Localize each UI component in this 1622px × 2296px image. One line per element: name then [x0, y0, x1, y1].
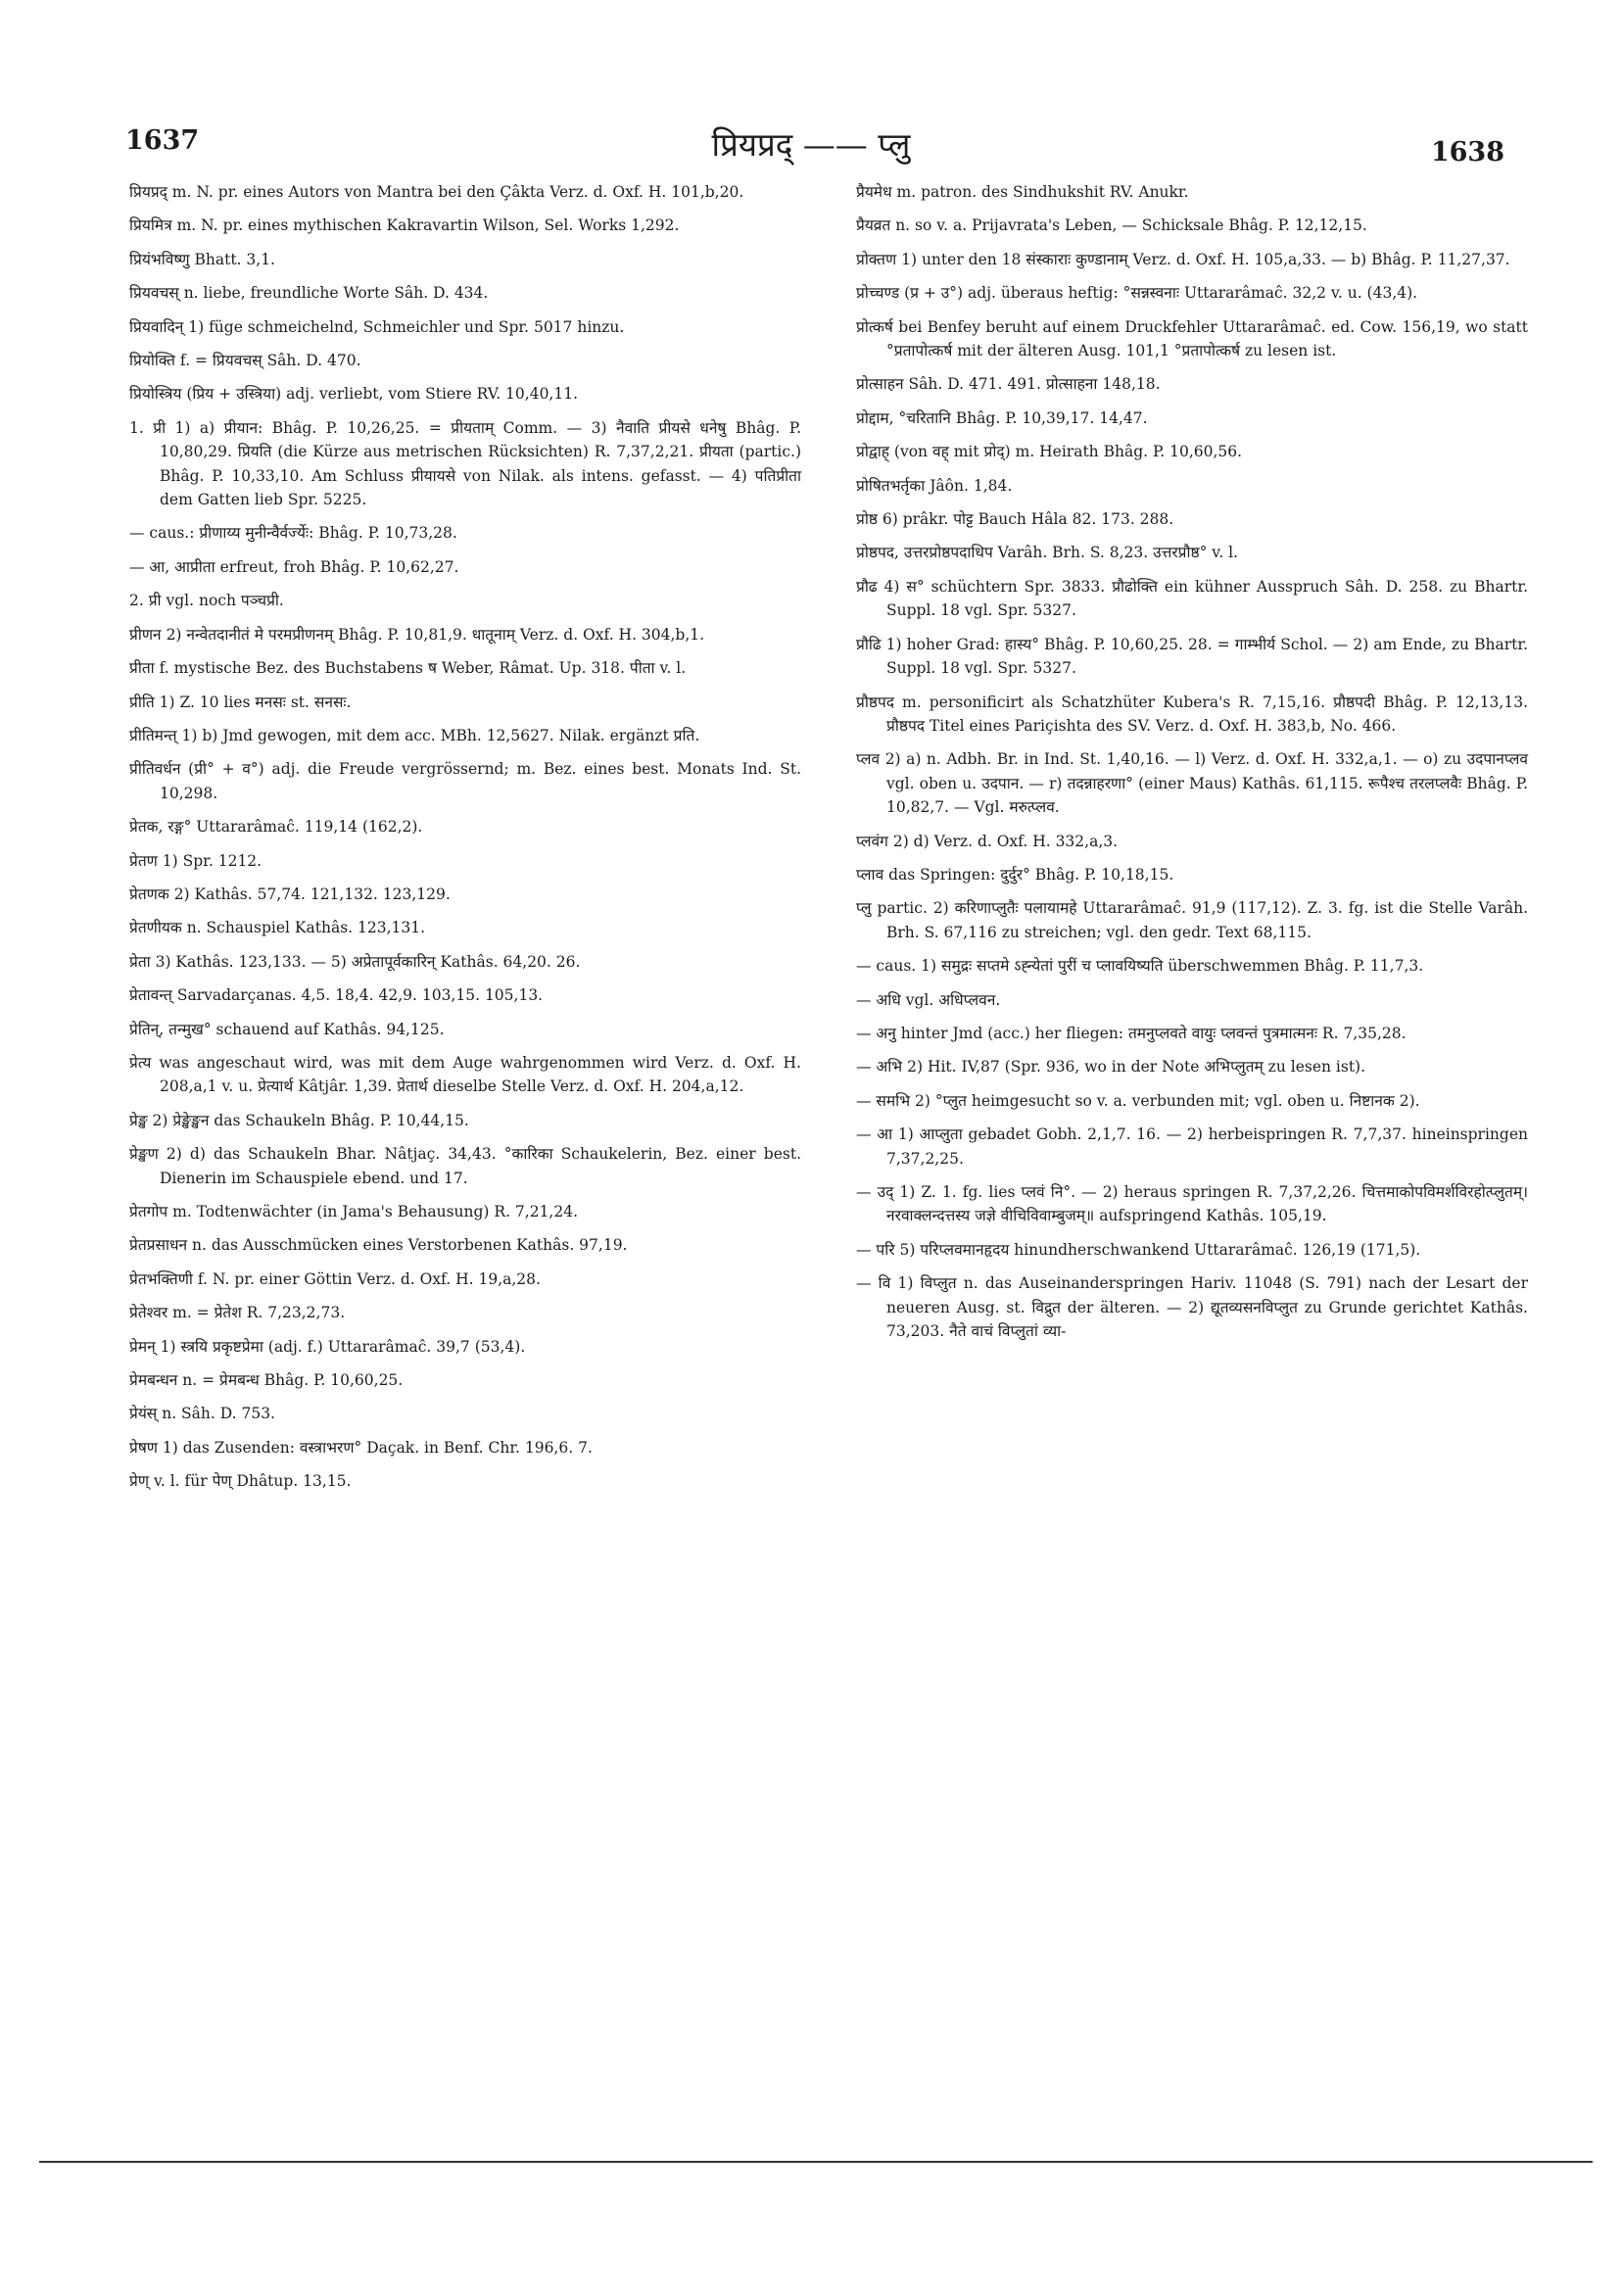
dictionary-entry: प्रेतक, रङ्ग° Uttararâmaĉ. 119,14 (162,2).: [129, 818, 423, 837]
dictionary-entry: प्रेतभक्तिणी f. N. pr. einer Göttin Verz. d. Oxf. H. 19,a,28.: [129, 1269, 541, 1288]
dictionary-entry: प्रेतणीयक n. Schauspiel Kathâs. 123,131.: [129, 919, 426, 937]
dictionary-entry: — अभि 2) Hit. IV,87 (Spr. 936, wo in der Note अभिप्लुतम् zu lesen ist).: [856, 1058, 1366, 1076]
left-column: [129, 180, 801, 1504]
dictionary-entry: प्रेता 3) Kathâs. 123,133. — 5) अप्रेतापूर्वकारिन् Kathâs. 64,20. 26.: [129, 952, 581, 971]
dictionary-entry: प्रेङ्खण 2) d) das Schaukeln Bhar. Nâtjaç. 34,43. °कारिका Schaukelerin, Bez. einer best. Dienerin im Schauspiele ebend. und 17.: [129, 1145, 801, 1187]
dictionary-entry: — उद् 1) Z. 1. fg. lies प्लवं नि°. — 2) heraus springen R. 7,37,2,26. चित्तमाकोपविमर्शविरहोत्प्लुतम्। नरवाक्लन्दत्तस्य जज्ञे वीचिविवाम्बुजम्॥ aufspringend Kathâs. 105,19.: [856, 1183, 1528, 1225]
dictionary-entry: प्रेतणक 2) Kathâs. 57,74. 121,132. 123,129.: [129, 885, 451, 903]
dictionary-entry: — अधि vgl. अधिप्लवन.: [856, 990, 1001, 1009]
dictionary-entry: प्रोच्चण्ड (प्र + उ°) adj. überaus heftig: °सन्नस्वनाः Uttararâmaĉ. 32,2 v. u. (43,4).: [856, 284, 1418, 303]
dictionary-entry: प्रियमित्र m. N. pr. eines mythischen Kakravartin Wilson, Sel. Works 1,292.: [129, 216, 680, 235]
dictionary-entry: प्रेषण 1) das Zusenden: वस्त्राभरण° Daçak. in Benf. Chr. 196,6. 7.: [129, 1438, 593, 1457]
dictionary-entry: प्रेतिन्, तन्मुख° schauend auf Kathâs. 94,125.: [129, 1020, 445, 1038]
dictionary-entry: प्रेमन् 1) स्त्रयि प्रकृष्टप्रेमा (adj. f.) Uttararâmaĉ. 39,7 (53,4).: [129, 1337, 526, 1356]
dictionary-entry: प्रियप्रद् m. N. pr. eines Autors von Mantra bei den Çâkta Verz. d. Oxf. H. 101,b,20.: [129, 183, 744, 201]
dictionary-entry: प्रैयव्रत n. so v. a. Prijavrata's Leben, — Schicksale Bhâg. P. 12,12,15.: [856, 216, 1367, 235]
dictionary-entry: प्रोत्साहन Sâh. D. 471. 491. प्रोत्साहना 148,18.: [856, 375, 1161, 394]
dictionary-entry: प्लवंग 2) d) Verz. d. Oxf. H. 332,a,3.: [856, 832, 1119, 850]
dictionary-entry: प्रेङ्ख 2) प्रेङ्खेङ्खन das Schaukeln Bhâg. P. 10,44,15.: [129, 1111, 469, 1129]
dictionary-entry: प्रेण् v. l. für पेण् Dhâtup. 13,15.: [129, 1472, 352, 1491]
dictionary-entry: प्रीति 1) Z. 10 lies मनसः st. सनसः.: [129, 693, 352, 711]
dictionary-entry: प्रियोस्त्रिय (प्रिय + उस्त्रिया) adj. verliebt, vom Stiere RV. 10,40,11.: [129, 385, 579, 404]
dictionary-entry: प्लाव das Springen: दुर्दुर° Bhâg. P. 10,18,15.: [856, 865, 1174, 884]
dictionary-entry: — caus.: प्रीणाय्य मुनीन्वैर्वर्ज्येः: Bhâg. P. 10,73,28.: [129, 524, 457, 543]
dictionary-entry: प्रौष्ठपद m. personificirt als Schatzhüter Kubera's R. 7,15,16. प्रौष्ठपदी Bhâg. P. 12,13,13. प्रौष्ठपद Titel eines Pariçishta des SV. Verz. d. Oxf. H. 383,b, No. 466.: [856, 693, 1528, 735]
dictionary-entry: प्रियोक्ति f. = प्रियवचस् Sâh. D. 470.: [129, 352, 361, 370]
dictionary-entry: प्रोष्ठ 6) prâkr. पोट्ट Bauch Hâla 82. 173. 288.: [856, 510, 1174, 529]
dictionary-entry: 2. प्री vgl. noch पञ्चप्री.: [129, 592, 284, 610]
dictionary-entry: प्रोत्कर्ष bei Benfey beruht auf einem Druckfehler Uttararâmaĉ. ed. Cow. 156,19, wo statt °प्रतापोत्कर्ष mit der älteren Ausg. 101,1 °प्रतापोत्कर्ष zu lesen ist.: [856, 317, 1528, 360]
dictionary-entry: प्रीता f. mystische Bez. des Buchstabens ष Weber, Râmat. Up. 318. पीता v. l.: [129, 659, 687, 678]
dictionary-entry: — परि 5) परिप्लवमानहृदय hinundherschwankend Uttararâmaĉ. 126,19 (171,5).: [856, 1240, 1421, 1259]
dictionary-entry: — वि 1) विप्लुत n. das Auseinanderspringen Hariv. 11048 (S. 791) nach der Lesart der neueren Ausg. st. विद्रुत der älteren. — 2) द्यूतव्यसनविप्लुत zu Grunde gerichtet Kathâs. 73,203. नैते वाचं विप्लुतां व्या-: [856, 1274, 1528, 1341]
dictionary-entry: — समभि 2) °प्लुत heimgesucht so v. a. verbunden mit; vgl. oben u. निष्टानक 2).: [856, 1091, 1420, 1110]
dictionary-entry: प्रौढि 1) hoher Grad: हास्य° Bhâg. P. 10,60,25. 28. = गाम्भीर्य Schol. — 2) am Ende, zu Bhartr. Suppl. 18 vgl. Spr. 5327.: [856, 635, 1528, 678]
page-number-right: 1638: [1430, 137, 1504, 167]
dictionary-entry: प्रेतण 1) Spr. 1212.: [129, 851, 262, 870]
dictionary-entry: प्रोद्वाह् (von वह् mit प्रोद्) m. Heirath Bhâg. P. 10,60,56.: [856, 443, 1243, 461]
dictionary-entry: प्रेमबन्धन n. = प्रेमबन्ध Bhâg. P. 10,60,25.: [129, 1371, 404, 1390]
dictionary-entry: प्रेत्य was angeschaut wird, was mit dem Auge wahrgenommen wird Verz. d. Oxf. H. 208,a,1 v. u. प्रेत्यार्थ Kâtjâr. 1,39. प्रेतार्थ dieselbe Stelle Verz. d. Oxf. H. 204,a,12.: [129, 1053, 801, 1096]
dictionary-entry: प्रोक्तण 1) unter den 18 संस्काराः कुण्डानाम् Verz. d. Oxf. H. 105,a,33. — b) Bhâg. P. 11,27,37.: [856, 250, 1510, 268]
dictionary-entry: प्रियवादिन् 1) füge schmeichelnd, Schmeichler und Spr. 5017 hinzu.: [129, 317, 625, 336]
running-head: प्रियप्रद् —— प्लु: [711, 125, 911, 164]
dictionary-entry: प्रोष्ठपद, उत्तरप्रोष्ठपदाधिप Varâh. Brh. S. 8,23. उत्तरप्रौष्ठ° v. l.: [856, 544, 1238, 562]
dictionary-entry: प्रेतावन्त् Sarvadarçanas. 4,5. 18,4. 42,9. 103,15. 105,13.: [129, 986, 544, 1005]
dictionary-entry: प्रौढ 4) स° schüchtern Spr. 3833. प्रौढोक्ति ein kühner Ausspruch Sâh. D. 258. zu Bhartr. Suppl. 18 vgl. Spr. 5327.: [856, 577, 1528, 620]
bottom-rule: [39, 2161, 1593, 2163]
dictionary-entry: प्रीणन 2) नन्वेतदानीतं मे परमप्रीणनम् Bhâg. P. 10,81,9. धातूनाम् Verz. d. Oxf. H. 304,b,1.: [129, 625, 705, 644]
dictionary-entry: प्रीतिमन्त् 1) b) Jmd gewogen, mit dem acc. MBh. 12,5627. Nilak. ergänzt प्रति.: [129, 726, 700, 744]
dictionary-entry: प्रियंभविष्णु Bhatt. 3,1.: [129, 250, 275, 268]
dictionary-entry: 1. प्री 1) a) प्रीयान: Bhâg. P. 10,26,25. = प्रीयताम् Comm. — 3) नैवाति प्रीयसे धनेषु Bhâg. P. 10,80,29. प्रियति (die Kürze aus metrischen Rücksichten) R. 7,37,2,21. प्रीयता (partic.) Bhâg. P. 10,33,10. Am Schluss प्रीयायसे von Nilak. als intens. gefasst. — 4) पतिप्रीता dem Gatten lieb Spr. 5225.: [129, 418, 801, 509]
dictionary-entry: — अनु hinter Jmd (acc.) her fliegen: तमनुप्लवते वायुः प्लवन्तं पुत्रमात्मनः R. 7,35,28.: [856, 1024, 1407, 1042]
page-number-left: 1637: [125, 125, 200, 156]
dictionary-entry: प्रियवचस् n. liebe, freundliche Worte Sâh. D. 434.: [129, 284, 489, 303]
dictionary-entry: प्रेतगोप m. Todtenwächter (in Jama's Behausung) R. 7,21,24.: [129, 1203, 579, 1220]
dictionary-entry: प्लव 2) a) n. Adbh. Br. in Ind. St. 1,40,16. — l) Verz. d. Oxf. H. 332,a,1. — o) zu उदपानप्लव vgl. oben u. उदपान. — r) तदन्नाहरणा° (einer Maus) Kathâs. 61,115. रूपैश्च तरलप्लवैः Bhâg. P. 10,82,7. — Vgl. मरुत्प्लव.: [856, 750, 1528, 817]
dictionary-entry: प्रोषितभर्तृका Jâôn. 1,84.: [856, 476, 1013, 495]
dictionary-entry: प्रीतिवर्धन (प्री° + व°) adj. die Freude vergrössernd; m. Bez. eines best. Monats Ind. St. 10,298.: [129, 760, 801, 802]
dictionary-entry: प्रोद्दाम, °चरितानि Bhâg. P. 10,39,17. 14,47.: [856, 408, 1148, 427]
page-header: [118, 118, 1504, 176]
dictionary-entry: — आ, आप्रीता erfreut, froh Bhâg. P. 10,62,27.: [129, 557, 459, 576]
dictionary-entry: प्रेतेश्वर m. = प्रेतेश R. 7,23,2,73.: [129, 1304, 346, 1322]
dictionary-entry: प्रेयंस् n. Sâh. D. 753.: [129, 1405, 275, 1423]
dictionary-entry: — आ 1) आप्लुता gebadet Gobh. 2,1,7. 16. — 2) herbeispringen R. 7,7,37. hineinspringen 7,37,2,25.: [856, 1125, 1528, 1168]
dictionary-entry: प्रैयमेध m. patron. des Sindhukshit RV. Anukr.: [856, 183, 1189, 201]
dictionary-entry: प्रेतप्रसाधन n. das Ausschmücken eines Verstorbenen Kathâs. 97,19.: [129, 1236, 628, 1255]
right-column: [856, 180, 1528, 1353]
dictionary-entry: प्लु partic. 2) करिणाप्लुतैः पलायामहे Uttararâmaĉ. 91,9 (117,12). Z. 3. fg. ist die Stelle Varâh. Brh. S. 67,116 zu streichen; vgl. den gedr. Text 68,115.: [856, 899, 1528, 941]
dictionary-entry: — caus. 1) समुद्रः सप्तमे ऽह्न्येतां पुरीं च प्लावयिष्यति überschwemmen Bhâg. P. 11,7,3.: [856, 957, 1424, 976]
